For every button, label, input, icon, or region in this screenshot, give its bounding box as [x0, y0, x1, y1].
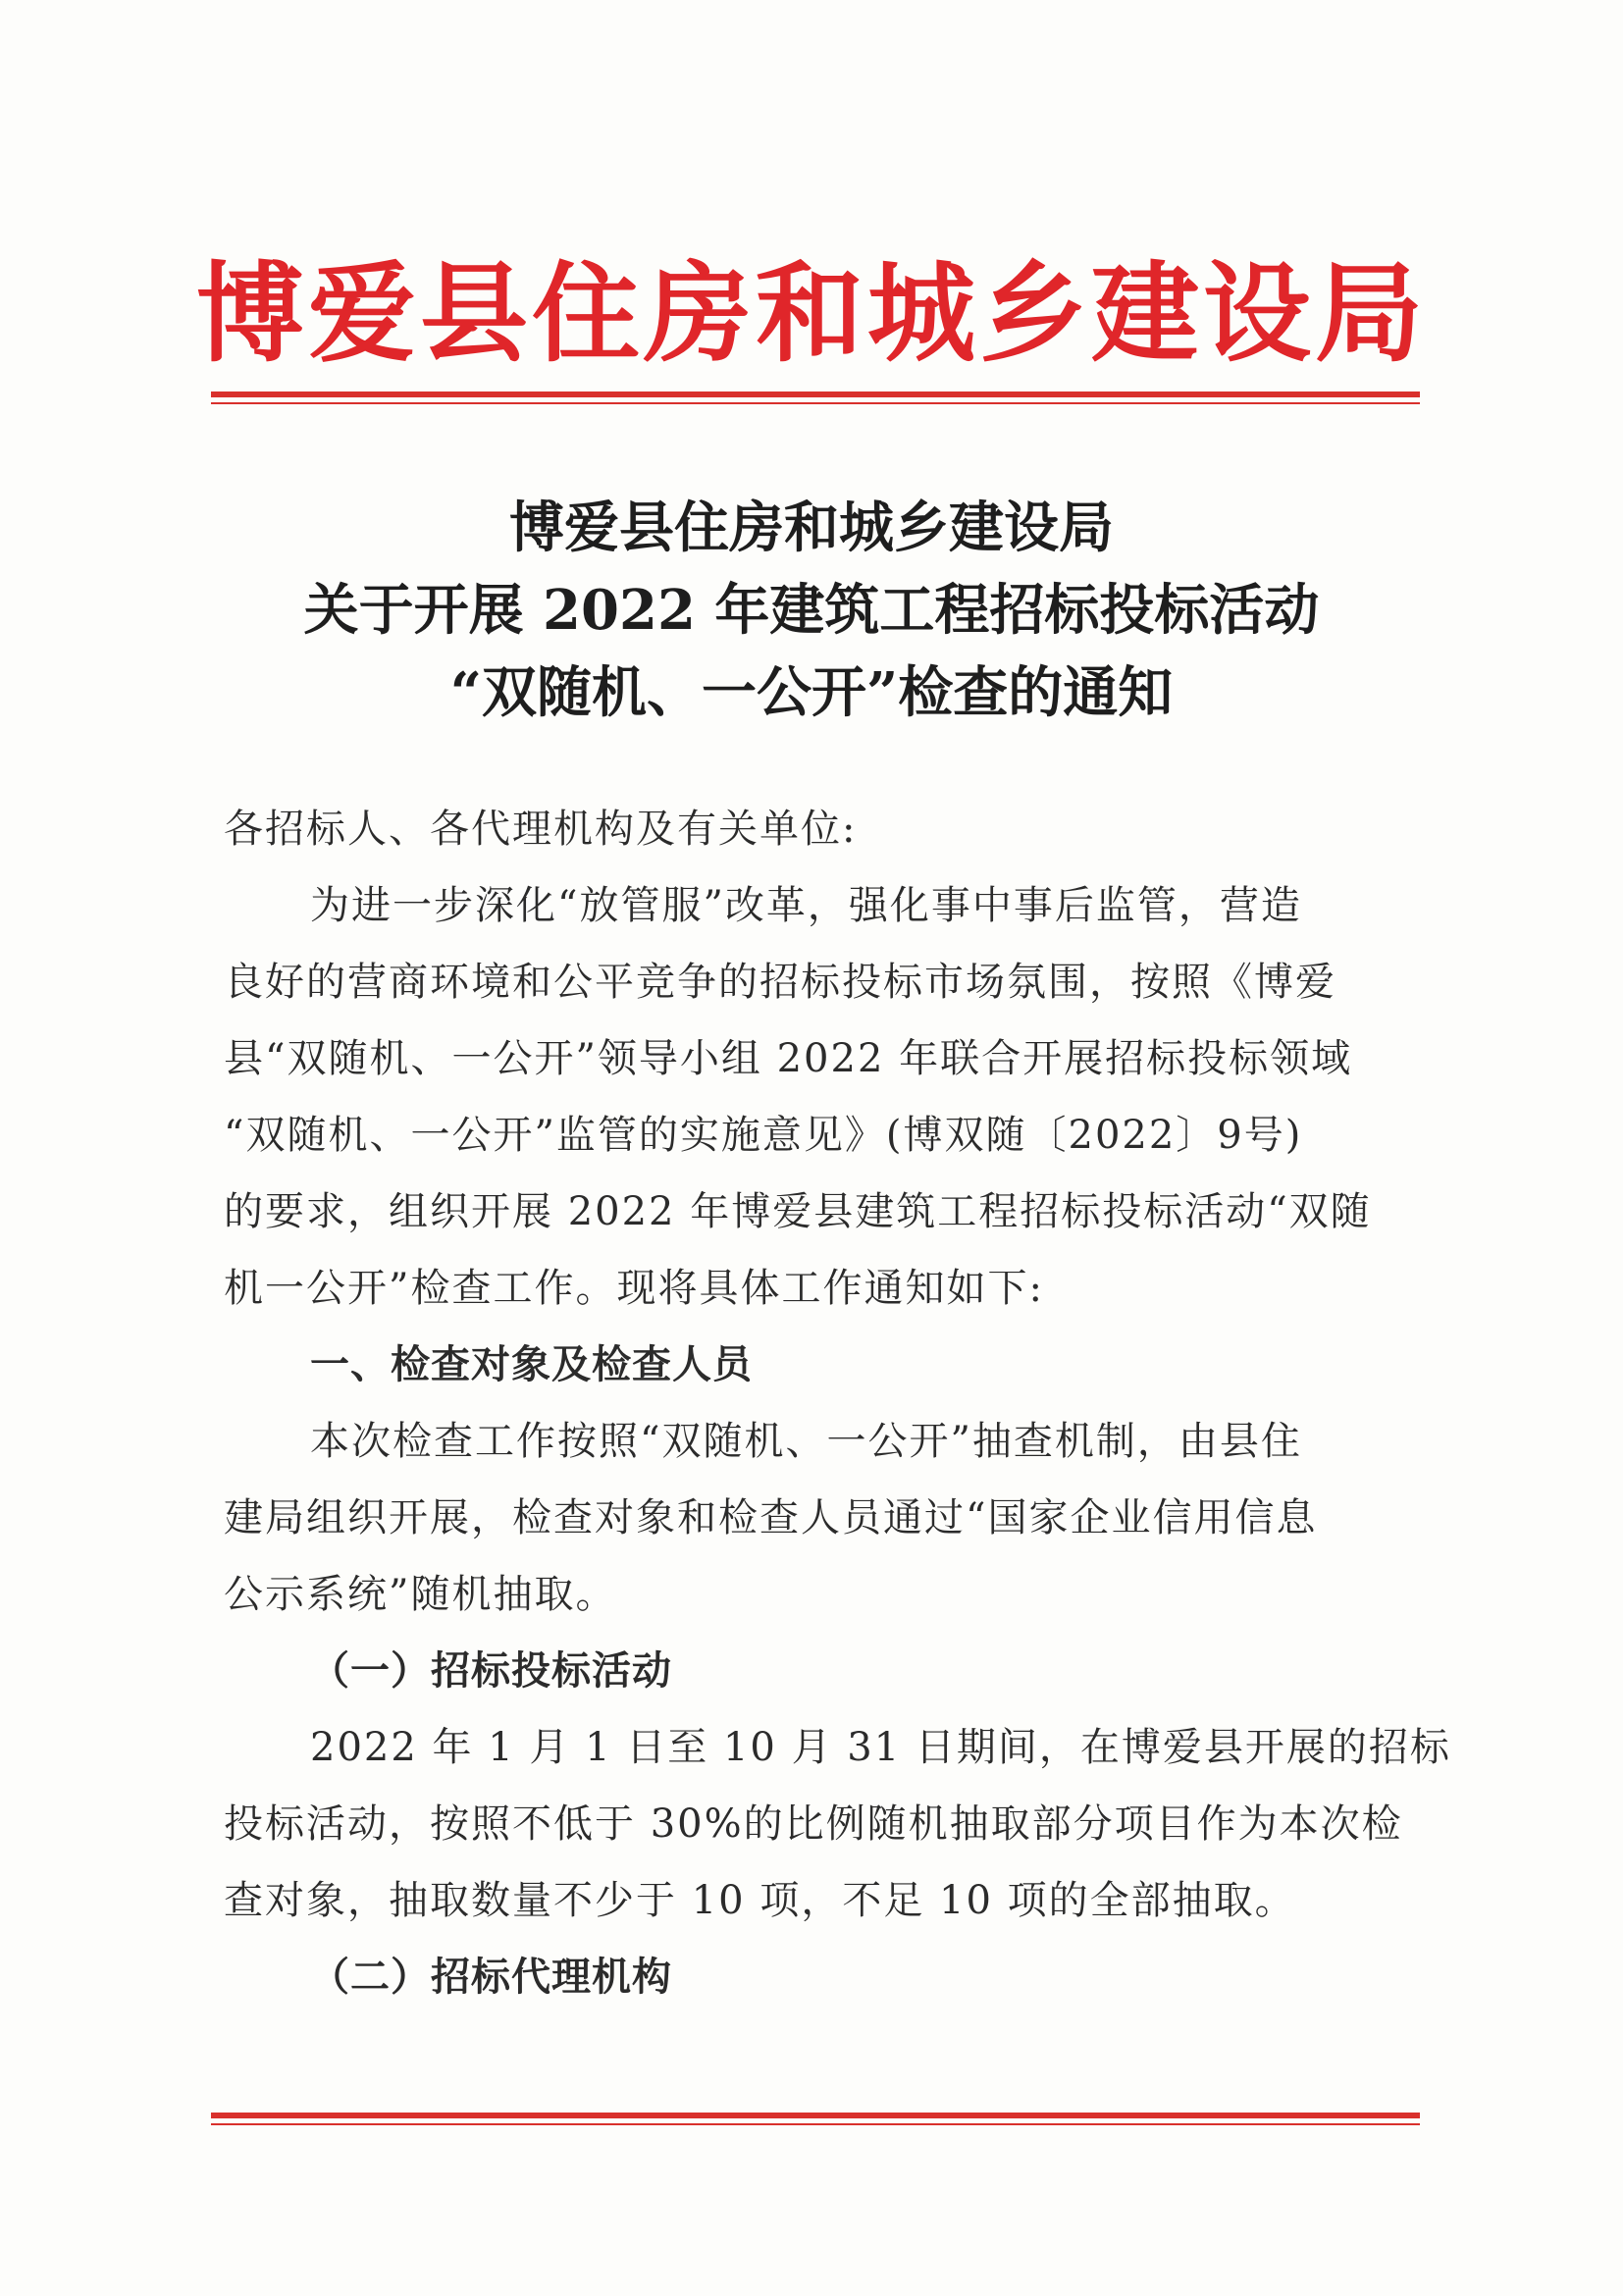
- subsection-heading-2: （二）招标代理机构: [310, 1955, 672, 2000]
- document-body: [224, 791, 1451, 2015]
- document-title: [196, 487, 1427, 734]
- paragraph-2-line: 公示系统”随机抽取。: [224, 1572, 617, 1617]
- subsection-heading-1: （一）招标投标活动: [310, 1648, 672, 1694]
- letterhead-rule-thick: [211, 391, 1420, 397]
- footer-rule-thick: [211, 2113, 1420, 2118]
- paragraph-1-line: 为进一步深化“放管服”改革，强化事中事后监管，营造: [310, 883, 1302, 928]
- title-line-1: 博爱县住房和城乡建设局: [509, 496, 1114, 560]
- title-line-2: 关于开展 2022 年建筑工程招标投标活动: [303, 578, 1320, 643]
- salutation: 各招标人、各代理机构及有关单位:: [224, 807, 858, 852]
- paragraph-1-line: 良好的营商环境和公平竞争的招标投标市场氛围，按照《博爱: [224, 960, 1336, 1005]
- paragraph-3-line: 查对象，抽取数量不少于 10 项，不足 10 项的全部抽取。: [224, 1878, 1296, 1923]
- paragraph-3-line: 投标活动，按照不低于 30%的比例随机抽取部分项目作为本次检: [224, 1801, 1403, 1847]
- letterhead-title: 博爱县住房和城乡建设局: [196, 250, 1427, 377]
- paragraph-1-line: 县“双随机、一公开”领导小组 2022 年联合开展招标投标领域: [224, 1036, 1353, 1081]
- title-line-3: “双随机、一公开”检查的通知: [449, 660, 1174, 725]
- paragraph-2-line: 本次检查工作按照“双随机、一公开”抽查机制，由县住: [310, 1419, 1302, 1464]
- paragraph-2-line: 建局组织开展，检查对象和检查人员通过“国家企业信用信息: [224, 1495, 1318, 1540]
- paragraph-3-line: 2022 年 1 月 1 日至 10 月 31 日期间，在博爱县开展的招标: [310, 1725, 1451, 1770]
- paragraph-1-line: “双随机、一公开”监管的实施意见》(博双随〔2022〕9号): [224, 1113, 1303, 1158]
- paragraph-1-line: 机一公开”检查工作。现将具体工作通知如下:: [224, 1266, 1044, 1311]
- letterhead-rule-thin: [211, 402, 1420, 404]
- section-heading-1: 一、检查对象及检查人员: [310, 1342, 753, 1387]
- paragraph-1-line: 的要求，组织开展 2022 年博爱县建筑工程招标投标活动“双随: [224, 1189, 1372, 1234]
- footer-rule-thin: [211, 2123, 1420, 2125]
